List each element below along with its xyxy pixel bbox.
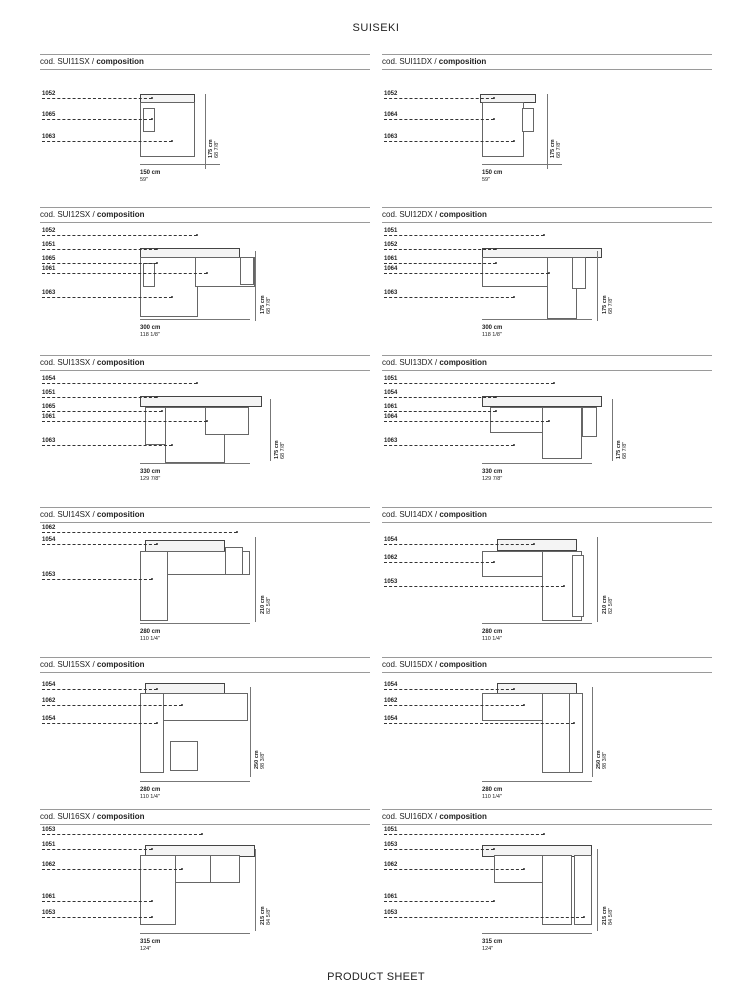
module-code-label: 1065 xyxy=(42,256,56,262)
module-code-label: 1053 xyxy=(42,910,56,916)
depth-cm: 210 cm xyxy=(260,595,266,614)
leader-line xyxy=(42,723,157,724)
width-cm: 330 cm xyxy=(482,469,503,475)
module-code-label: 1054 xyxy=(384,682,398,688)
composition-code: cod. SUI15DX / xyxy=(382,660,440,669)
width-cm: 300 cm xyxy=(482,325,503,331)
leader-line xyxy=(384,141,514,142)
composition-suffix: composition xyxy=(96,812,145,821)
width-dimension-line xyxy=(482,623,592,624)
width-dimension xyxy=(482,787,502,801)
leader-line xyxy=(42,249,157,250)
composition-header xyxy=(382,657,712,673)
module-code-label: 1052 xyxy=(42,228,56,234)
composition-suffix: composition xyxy=(96,510,145,519)
depth-cm: 250 cm xyxy=(596,750,602,769)
depth-cm: 250 cm xyxy=(254,750,260,769)
module-code-label: 1062 xyxy=(42,525,56,531)
width-dimension xyxy=(482,469,502,483)
composition-header xyxy=(40,207,370,223)
width-cm: 280 cm xyxy=(140,787,161,793)
sofa-module xyxy=(482,102,524,157)
composition-suffix: composition xyxy=(438,57,487,66)
module-code-label: 1051 xyxy=(42,242,56,248)
depth-inches: 68 7/8" xyxy=(214,140,220,158)
module-code-label: 1061 xyxy=(384,894,398,900)
leader-line xyxy=(384,562,494,563)
leader-line xyxy=(384,235,544,236)
width-dimension xyxy=(140,170,160,184)
depth-dimension xyxy=(602,906,614,925)
module-code-label: 1054 xyxy=(42,376,56,382)
leader-line xyxy=(42,141,172,142)
depth-dimension xyxy=(596,750,608,769)
depth-inches: 98 3/8" xyxy=(260,751,266,769)
depth-inches: 68 7/8" xyxy=(280,441,286,459)
sofa-module xyxy=(140,396,262,407)
width-cm: 330 cm xyxy=(140,469,161,475)
width-inches: 110 1/4" xyxy=(140,636,160,642)
depth-inches: 82 5/8" xyxy=(608,596,614,614)
leader-line xyxy=(384,119,494,120)
width-inches: 118 1/8" xyxy=(482,332,502,338)
module-code-label: 1064 xyxy=(384,266,398,272)
sofa-module xyxy=(572,555,584,617)
depth-inches: 68 7/8" xyxy=(266,296,272,314)
depth-inches: 68 7/8" xyxy=(556,140,562,158)
module-code-label: 1061 xyxy=(42,894,56,900)
module-code-label: 1063 xyxy=(384,290,398,296)
sofa-module xyxy=(240,257,254,285)
leader-line xyxy=(384,834,544,835)
depth-dimension-line xyxy=(205,94,206,169)
width-inches: 118 1/8" xyxy=(140,332,160,338)
depth-dimension xyxy=(208,139,220,158)
composition-code: cod. SUI12DX / xyxy=(382,210,440,219)
module-code-label: 1061 xyxy=(384,404,398,410)
module-code-label: 1051 xyxy=(384,376,398,382)
depth-inches: 84 5/8" xyxy=(608,907,614,925)
leader-line xyxy=(384,421,549,422)
module-code-label: 1064 xyxy=(384,112,398,118)
module-code-label: 1051 xyxy=(384,228,398,234)
composition-suffix: composition xyxy=(439,812,487,821)
leader-line xyxy=(384,98,494,99)
width-cm: 315 cm xyxy=(140,939,161,945)
depth-dimension-line xyxy=(597,251,598,321)
sofa-module xyxy=(205,407,249,435)
leader-line xyxy=(42,849,152,850)
leader-line xyxy=(42,544,157,545)
leader-line xyxy=(42,917,152,918)
sofa-module xyxy=(143,108,155,132)
module-code-label: 1061 xyxy=(42,414,56,420)
leader-line xyxy=(42,383,197,384)
leader-line xyxy=(384,917,584,918)
sofa-module xyxy=(210,855,240,883)
leader-line xyxy=(384,297,514,298)
width-dimension xyxy=(140,939,160,953)
sofa-module xyxy=(574,855,592,925)
width-dimension-line xyxy=(482,164,562,165)
leader-line xyxy=(42,579,152,580)
width-inches: 124" xyxy=(482,946,494,952)
width-inches: 110 1/4" xyxy=(140,794,160,800)
module-code-label: 1053 xyxy=(42,572,56,578)
width-dimension xyxy=(140,469,160,483)
module-code-label: 1062 xyxy=(384,862,398,868)
leader-line xyxy=(42,411,162,412)
leader-line xyxy=(42,98,152,99)
depth-dimension-line xyxy=(270,399,271,461)
width-dimension-line xyxy=(140,781,250,782)
composition-header xyxy=(382,207,712,223)
depth-dimension xyxy=(274,440,286,459)
composition-header xyxy=(40,507,370,523)
depth-cm: 175 cm xyxy=(616,440,622,459)
module-code-label: 1063 xyxy=(42,438,56,444)
depth-dimension-line xyxy=(255,849,256,931)
module-code-label: 1054 xyxy=(384,390,398,396)
composition-suffix: composition xyxy=(96,358,145,367)
depth-inches: 68 7/8" xyxy=(622,441,628,459)
width-dimension xyxy=(482,939,502,953)
module-code-label: 1063 xyxy=(384,134,398,140)
width-inches: 124" xyxy=(140,946,152,952)
width-cm: 150 cm xyxy=(482,170,503,176)
depth-cm: 210 cm xyxy=(602,595,608,614)
sofa-module xyxy=(497,539,577,551)
depth-dimension-line xyxy=(612,399,613,461)
width-dimension xyxy=(140,787,160,801)
leader-line xyxy=(384,901,494,902)
depth-cm: 175 cm xyxy=(550,139,556,158)
width-cm: 280 cm xyxy=(140,629,161,635)
composition-suffix: composition xyxy=(439,510,487,519)
composition-code: cod. SUI15SX / xyxy=(40,660,97,669)
leader-line xyxy=(384,849,494,850)
width-dimension-line xyxy=(482,319,592,320)
module-code-label: 1062 xyxy=(42,862,56,868)
leader-line xyxy=(42,834,202,835)
depth-dimension xyxy=(616,440,628,459)
page-footer: PRODUCT SHEET xyxy=(327,971,425,983)
depth-inches: 98 3/8" xyxy=(602,751,608,769)
width-dimension-line xyxy=(482,463,592,464)
leader-line xyxy=(384,705,524,706)
module-code-label: 1061 xyxy=(384,256,398,262)
leader-line xyxy=(384,869,524,870)
module-code-label: 1063 xyxy=(42,134,56,140)
composition-code: cod. SUI13DX / xyxy=(382,358,440,367)
module-code-label: 1054 xyxy=(42,716,56,722)
depth-cm: 175 cm xyxy=(274,440,280,459)
module-code-label: 1054 xyxy=(42,682,56,688)
width-cm: 315 cm xyxy=(482,939,503,945)
depth-dimension xyxy=(602,295,614,314)
width-dimension xyxy=(482,325,502,339)
composition-suffix: composition xyxy=(439,210,487,219)
sofa-module xyxy=(170,741,198,771)
depth-dimension xyxy=(260,595,272,614)
composition-header xyxy=(382,54,712,70)
module-code-label: 1053 xyxy=(384,842,398,848)
width-inches: 110 1/4" xyxy=(482,636,502,642)
leader-line xyxy=(384,263,496,264)
leader-line xyxy=(42,235,197,236)
sofa-module xyxy=(140,855,176,925)
width-dimension-line xyxy=(140,463,250,464)
depth-dimension xyxy=(602,595,614,614)
depth-inches: 84 5/8" xyxy=(266,907,272,925)
leader-line xyxy=(42,901,152,902)
module-code-label: 1053 xyxy=(384,579,398,585)
depth-dimension-line xyxy=(255,537,256,622)
composition-header xyxy=(40,54,370,70)
width-inches: 110 1/4" xyxy=(482,794,502,800)
leader-line xyxy=(42,397,157,398)
depth-dimension-line xyxy=(250,687,251,777)
module-code-label: 1065 xyxy=(42,404,56,410)
composition-code: cod. SUI12SX / xyxy=(40,210,97,219)
sofa-module xyxy=(572,257,586,289)
width-dimension-line xyxy=(140,623,250,624)
composition-code: cod. SUI11SX / xyxy=(40,57,97,66)
module-code-label: 1064 xyxy=(384,414,398,420)
depth-dimension-line xyxy=(547,94,548,169)
width-dimension-line xyxy=(482,933,592,934)
leader-line xyxy=(384,397,496,398)
leader-line xyxy=(384,411,496,412)
composition-header xyxy=(40,657,370,673)
sofa-module xyxy=(490,407,550,433)
composition-code: cod. SUI16SX / xyxy=(40,812,97,821)
composition-header xyxy=(40,809,370,825)
leader-line xyxy=(42,273,207,274)
depth-dimension xyxy=(254,750,266,769)
width-dimension xyxy=(140,325,160,339)
sofa-module xyxy=(542,855,572,925)
leader-line xyxy=(42,119,152,120)
depth-inches: 82 5/8" xyxy=(266,596,272,614)
width-inches: 59" xyxy=(482,177,491,183)
width-dimension-line xyxy=(140,164,220,165)
width-dimension xyxy=(482,629,502,643)
composition-suffix: composition xyxy=(96,210,145,219)
depth-dimension-line xyxy=(597,849,598,931)
sofa-module xyxy=(482,396,602,407)
module-code-label: 1053 xyxy=(384,910,398,916)
depth-cm: 175 cm xyxy=(260,295,266,314)
leader-line xyxy=(384,273,549,274)
leader-line xyxy=(42,705,182,706)
width-inches: 129 7/8" xyxy=(482,476,503,482)
module-code-label: 1063 xyxy=(42,290,56,296)
depth-dimension xyxy=(260,906,272,925)
module-code-label: 1052 xyxy=(384,242,398,248)
composition-code: cod. SUI16DX / xyxy=(382,812,440,821)
width-cm: 280 cm xyxy=(482,629,503,635)
leader-line xyxy=(42,532,237,533)
module-code-label: 1062 xyxy=(384,555,398,561)
composition-suffix: composition xyxy=(96,660,145,669)
sofa-module xyxy=(542,407,582,459)
module-code-label: 1065 xyxy=(42,112,56,118)
composition-code: cod. SUI11DX / xyxy=(382,57,439,66)
composition-header xyxy=(382,507,712,523)
module-code-label: 1054 xyxy=(42,537,56,543)
module-code-label: 1063 xyxy=(384,438,398,444)
leader-line xyxy=(42,297,172,298)
width-dimension-line xyxy=(140,319,250,320)
width-cm: 300 cm xyxy=(140,325,161,331)
composition-code: cod. SUI13SX / xyxy=(40,358,97,367)
sofa-module xyxy=(482,257,550,287)
module-code-label: 1053 xyxy=(42,827,56,833)
composition-header xyxy=(382,809,712,825)
composition-code: cod. SUI14DX / xyxy=(382,510,440,519)
module-code-label: 1054 xyxy=(384,537,398,543)
width-dimension-line xyxy=(482,781,592,782)
width-inches: 59" xyxy=(140,177,149,183)
leader-line xyxy=(42,263,157,264)
sofa-module xyxy=(140,551,168,621)
sofa-module xyxy=(143,263,155,287)
depth-inches: 68 7/8" xyxy=(608,296,614,314)
module-code-label: 1051 xyxy=(42,842,56,848)
leader-line xyxy=(42,689,157,690)
depth-cm: 215 cm xyxy=(260,906,266,925)
leader-line xyxy=(384,723,574,724)
composition-code: cod. SUI14SX / xyxy=(40,510,97,519)
leader-line xyxy=(42,869,182,870)
sofa-module xyxy=(569,693,583,773)
page-title: SUISEKI xyxy=(352,22,400,34)
depth-dimension-line xyxy=(597,537,598,622)
depth-dimension xyxy=(260,295,272,314)
composition-header xyxy=(382,355,712,371)
sofa-module xyxy=(582,407,597,437)
sofa-module xyxy=(522,108,534,132)
module-code-label: 1051 xyxy=(42,390,56,396)
depth-cm: 175 cm xyxy=(208,139,214,158)
module-code-label: 1051 xyxy=(384,827,398,833)
leader-line xyxy=(42,421,207,422)
leader-line xyxy=(384,689,514,690)
composition-suffix: composition xyxy=(96,57,144,66)
width-dimension xyxy=(482,170,502,184)
width-cm: 150 cm xyxy=(140,170,161,176)
leader-line xyxy=(384,544,534,545)
width-dimension xyxy=(140,629,160,643)
leader-line xyxy=(384,445,514,446)
composition-header xyxy=(40,355,370,371)
module-code-label: 1052 xyxy=(384,91,398,97)
depth-dimension-line xyxy=(255,251,256,321)
module-code-label: 1062 xyxy=(384,698,398,704)
leader-line xyxy=(384,586,564,587)
composition-suffix: composition xyxy=(439,660,487,669)
width-cm: 280 cm xyxy=(482,787,503,793)
leader-line xyxy=(42,445,172,446)
module-code-label: 1061 xyxy=(42,266,56,272)
depth-cm: 175 cm xyxy=(602,295,608,314)
depth-dimension xyxy=(550,139,562,158)
width-dimension-line xyxy=(140,933,250,934)
depth-cm: 215 cm xyxy=(602,906,608,925)
composition-suffix: composition xyxy=(439,358,487,367)
width-inches: 129 7/8" xyxy=(140,476,161,482)
depth-dimension-line xyxy=(592,687,593,777)
module-code-label: 1054 xyxy=(384,716,398,722)
leader-line xyxy=(384,249,496,250)
module-code-label: 1052 xyxy=(42,91,56,97)
sofa-module xyxy=(225,547,243,575)
leader-line xyxy=(384,383,554,384)
module-code-label: 1062 xyxy=(42,698,56,704)
